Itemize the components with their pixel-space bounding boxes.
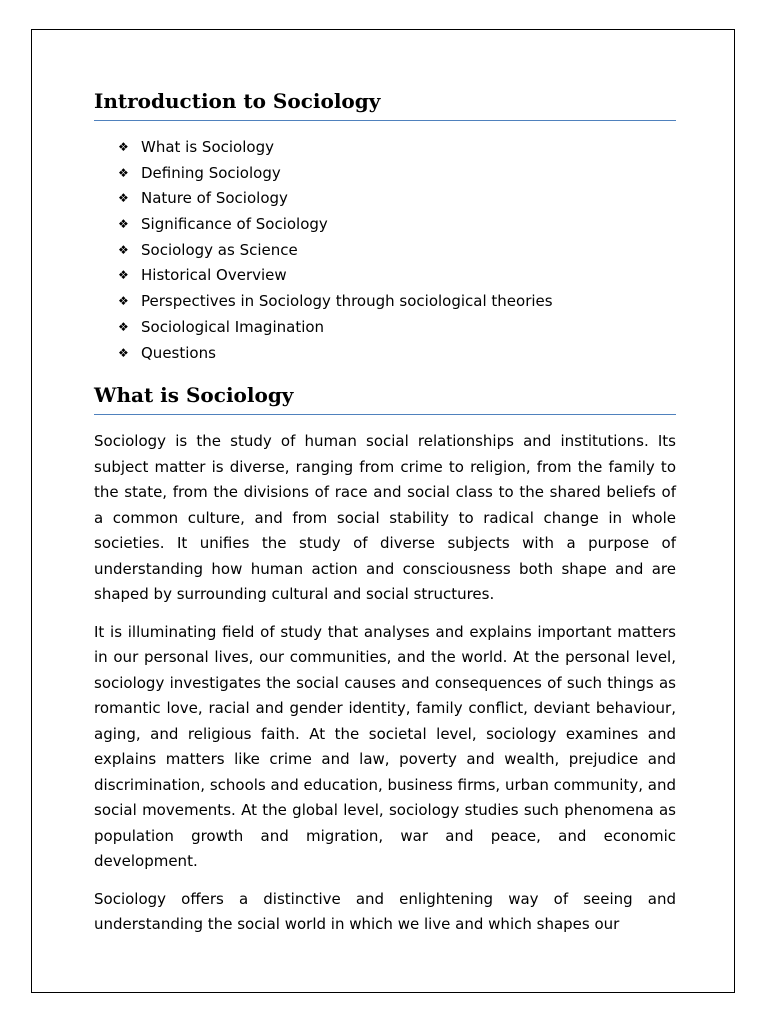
toc-item-label: What is Sociology <box>141 138 274 156</box>
document-title: Introduction to Sociology <box>94 88 676 121</box>
toc-item <box>118 289 676 315</box>
toc-item <box>118 315 676 341</box>
toc-item <box>118 186 676 212</box>
toc-item-label: Questions <box>141 343 216 362</box>
diamond-bullet-icon: ❖ <box>118 268 129 283</box>
toc-item <box>118 212 676 238</box>
section-heading: What is Sociology <box>94 382 676 415</box>
toc-item <box>118 263 676 289</box>
toc-item <box>118 135 676 161</box>
toc-item-label: Historical Overview <box>141 266 287 285</box>
toc-item <box>118 161 676 187</box>
diamond-bullet-icon: ❖ <box>118 165 129 180</box>
diamond-bullet-icon: ❖ <box>118 217 129 232</box>
diamond-bullet-icon: ❖ <box>118 294 129 309</box>
toc-item-label: Sociological Imagination <box>141 317 325 336</box>
diamond-bullet-icon: ❖ <box>118 345 129 360</box>
toc-item-label: Sociology as Science <box>141 240 298 259</box>
document-page <box>31 29 735 993</box>
table-of-contents <box>94 135 676 366</box>
diamond-bullet-icon: ❖ <box>118 191 129 206</box>
diamond-bullet-icon: ❖ <box>118 242 129 257</box>
diamond-bullet-icon: ❖ <box>118 140 129 154</box>
page-content <box>94 88 676 938</box>
toc-item-label: Perspectives in Sociology through sociological theories <box>141 292 553 311</box>
diamond-bullet-icon: ❖ <box>118 319 129 334</box>
toc-item <box>118 238 676 264</box>
toc-item <box>118 341 676 367</box>
body-paragraph: Sociology is the study of human social relationships and institutions. Its subject matter is diverse, ranging from crime to religion, from the family to the state, from the divisions of race and social class to the shared beliefs of a common culture, and from social stability to radical change in whole societies. It unifies the study of diverse subjects with a purpose of understanding how human action and consciousness both shape and are shaped by surrounding cultural and social structures. <box>94 432 676 604</box>
body-paragraph: It is illuminating field of study that analyses and explains important matters in our personal lives, our communities, and the world. At the personal level, sociology investigates the social causes and consequences of such things as romantic love, racial and gender identity, family conflict, deviant behaviour, aging, and religious faith. At the societal level, sociology examines and explains matters like crime and law, poverty and wealth, prejudice and discrimination, schools and education, business firms, urban community, and social movements. At the global level, sociology studies such phenomena as population growth and migration, war and peace, and economic development. <box>94 622 676 871</box>
toc-item-label: Significance of Sociology <box>141 215 328 234</box>
body-paragraph: Sociology offers a distinctive and enlightening way of seeing and understanding the social world in which we live and which shapes our <box>94 889 676 934</box>
toc-item-label: Nature of Sociology <box>141 189 288 208</box>
toc-item-label: Defining Sociology <box>141 163 281 182</box>
